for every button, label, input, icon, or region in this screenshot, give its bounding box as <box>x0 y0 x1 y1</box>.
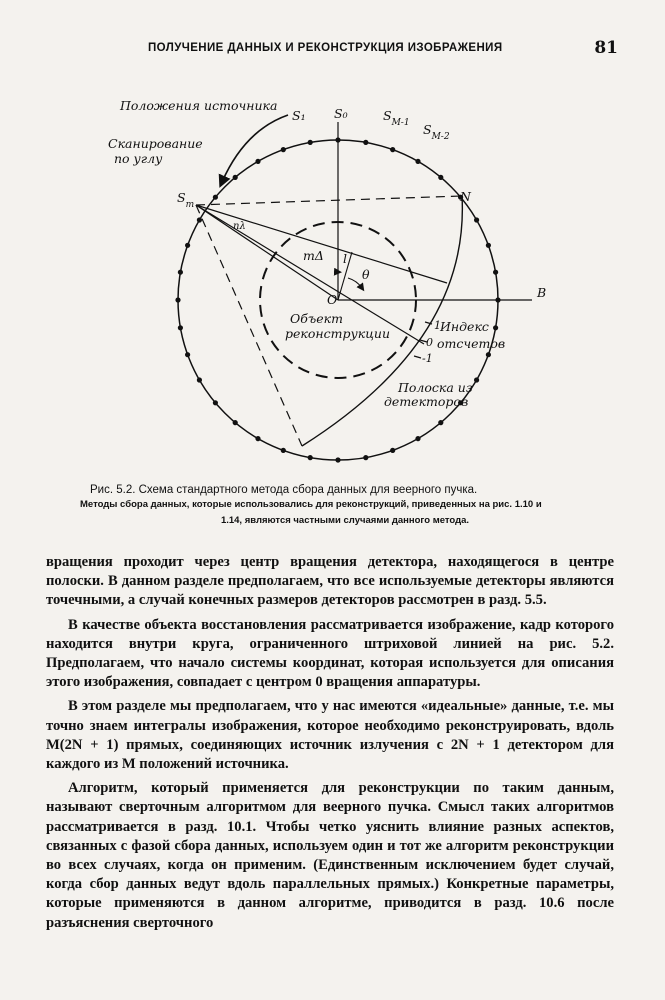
label-index: Индекс <box>440 319 489 334</box>
source-dot <box>335 457 340 462</box>
label-sm1: $S_{M-1}$ <box>383 108 410 128</box>
label-b: B <box>537 285 547 300</box>
label-scan-line2: по углу <box>114 151 163 166</box>
source-dot <box>308 455 313 460</box>
source-dot <box>308 140 313 145</box>
label-minus1: -1 <box>422 352 433 365</box>
label-object-line1: Объект <box>290 311 343 326</box>
paragraph: Алгоритм, который применяется для реконструкции по таким данным, называют сверточным алгоритмом для веерного пучка. Смысл таких алгоритмов рассматривается в разд. 10.1. Чтобы четко уяснить влияние разных аспектов, связанных с фазой сбора данных, используем один и тот же алгоритм реконструкции во всех случаях, когда он применим. (Единственным исключением будет случай, когда сбор данных ведут вдоль параллельных прямых.) Конкретные параметры, которые применяются в данном алгоритме, приводится в разд. 10.6 после разъяснения сверточного <box>46 780 614 931</box>
tick-minus1 <box>414 356 421 358</box>
source-dot <box>233 420 238 425</box>
source-dot <box>233 175 238 180</box>
source-dot <box>486 352 491 357</box>
source-dot <box>255 159 260 164</box>
source-dot <box>178 325 183 330</box>
source-dot <box>493 325 498 330</box>
source-dot <box>255 436 260 441</box>
scan-direction-arrow <box>222 115 288 182</box>
source-dot <box>185 352 190 357</box>
label-zero: 0 <box>426 336 433 349</box>
label-m-delta: mΔ <box>303 248 324 263</box>
source-dot <box>213 195 218 200</box>
page-number: 81 <box>594 38 618 58</box>
label-theta: θ <box>362 267 370 282</box>
label-n-lambda: nλ <box>233 221 246 232</box>
source-dot <box>415 436 420 441</box>
label-object-line2: реконструкции <box>285 326 391 341</box>
source-dot <box>438 175 443 180</box>
source-dot <box>390 448 395 453</box>
source-dot <box>486 243 491 248</box>
fan-top-edge <box>196 196 462 205</box>
source-dot <box>474 217 479 222</box>
running-title: ПОЛУЧЕНИЕ ДАННЫХ И РЕКОНСТРУКЦИЯ ИЗОБРАЖЕНИЯ <box>148 42 503 54</box>
label-strip-line2: детекторов <box>384 394 469 409</box>
label-sm2: $S_{M-2}$ <box>423 122 450 142</box>
label-plus1: 1 <box>434 319 441 332</box>
label-source-positions: Положения источника <box>120 98 278 113</box>
source-dot <box>175 297 180 302</box>
source-dot <box>197 217 202 222</box>
label-scan-line1: Сканирование <box>108 136 203 151</box>
source-dot <box>493 270 498 275</box>
caption-line3: 1.14, являются частными случаями данного метода. <box>220 515 470 526</box>
label-sm: $S_m$ <box>177 190 195 210</box>
label-ref: отсчетов <box>437 336 506 351</box>
ray-n-lambda <box>196 205 447 283</box>
label-strip-line1: Полоска из <box>398 380 473 395</box>
label-n: N <box>460 189 471 204</box>
paragraph: вращения проходит через центр вращения детектора, находящегося в центре полоски. В данном разделе предполагаем, что все используемые детекторы являются точечными, а случай конечных размеров детекторов рассмотрен в разд. 5.5. <box>46 554 614 609</box>
source-dot <box>281 147 286 152</box>
source-dot <box>281 448 286 453</box>
body-text <box>46 553 614 938</box>
source-dot <box>363 140 368 145</box>
figure-caption <box>80 484 610 528</box>
source-dot <box>438 420 443 425</box>
source-dot <box>390 147 395 152</box>
label-o: O <box>327 292 338 307</box>
caption-line2: Методы сбора данных, которые использовались для реконструкций, приведенных на рис. 1.10 и <box>80 499 542 510</box>
source-dot <box>178 270 183 275</box>
caption-title: Рис. 5.2. Схема стандартного метода сбора данных для веерного пучка. <box>90 484 478 496</box>
source-dot <box>197 377 202 382</box>
paragraph: В качестве объекта восстановления рассматривается изображение, кадр которого находится внутри круга, ограниченного штриховой линией на рис. 5.2. Предполагаем, что начало системы координат, которая используется для описания этого изображения, совпадает с центром 0 вращения аппаратуры. <box>46 616 614 691</box>
paragraph: В этом разделе мы предполагаем, что у нас имеются «идеальные» данные, т.е. мы точно знаем интегралы изображения, которое необходимо реконструировать, вдоль M(2N + 1) прямых, соединяющих источник излучения с 2N + 1 детектором для каждого из M положений источника. <box>46 698 614 773</box>
source-dot <box>213 400 218 405</box>
source-dot <box>185 243 190 248</box>
label-s1: S₁ <box>292 108 306 123</box>
theta-arc <box>348 278 362 288</box>
source-dot <box>415 159 420 164</box>
label-l: l <box>343 251 347 266</box>
source-dot <box>474 377 479 382</box>
source-dot <box>363 455 368 460</box>
label-s0: S₀ <box>334 106 348 121</box>
fan-beam-diagram <box>0 0 665 480</box>
